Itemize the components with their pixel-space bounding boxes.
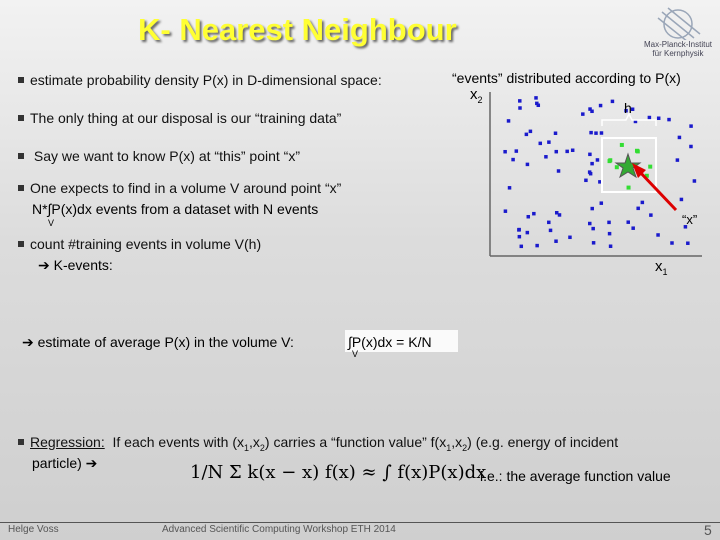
blue-point [555,150,559,154]
bullet-marker [18,439,24,445]
regression-text-2: ,x [249,434,260,450]
blue-point [571,149,575,153]
footer-event: Advanced Scientific Computing Workshop ETH 2014 [162,524,396,535]
blue-point [503,150,507,154]
blue-point [631,226,635,230]
regression-sub-4: 2 [462,442,468,453]
bullet-volume-text: One expects to find in a volume V around point “x” [30,180,342,196]
blue-point [554,239,558,243]
integral-subscript-v: V [48,218,55,228]
regression-sub-2: 2 [259,442,265,453]
blue-point [568,236,572,240]
estimate-formula: ∫P(x)dx = K/N [348,334,432,350]
blue-point [557,169,561,173]
blue-point [599,104,603,108]
blue-point [590,207,594,211]
blue-point [511,158,515,162]
regression-label: Regression: [30,434,105,450]
blue-point [508,186,512,190]
bullet-marker [18,115,24,121]
regression-note: i.e.: the average function value [480,468,671,484]
blue-point [680,198,684,202]
blue-point [686,241,690,245]
footer-author: Helge Voss [8,524,59,535]
blue-point [626,220,630,224]
page-number: 5 [704,522,712,538]
blue-point [526,163,530,167]
bullet-volume [18,180,341,196]
regression-bullet [18,434,618,453]
blue-point [535,102,539,106]
footer-divider [0,522,720,523]
green-point [627,186,631,190]
blue-point [594,131,598,135]
axis-label-x1 [655,258,668,277]
regression-line-2 [32,455,97,472]
blue-point [584,179,588,183]
green-point [636,149,640,153]
blue-point [504,209,508,213]
scatter-caption: “events” distributed according to P(x) [452,70,681,86]
blue-point [555,211,559,215]
x1-text: x [655,258,663,275]
x-point-label: “x” [682,212,698,227]
blue-point [693,179,697,183]
blue-point [515,149,519,153]
slide-title: K- Nearest Neighbour [138,12,457,47]
bullet-density [18,72,382,88]
blue-point [607,221,611,225]
arrow-icon: ➔ [22,334,38,350]
regression-sub-1: 1 [244,442,250,453]
blue-point [518,106,522,110]
bullet-marker [18,77,24,83]
blue-point [589,131,593,135]
logo-line-1: Max-Planck-Institut [643,40,713,49]
estimate-text: estimate of average P(x) in the volume V: [37,334,294,350]
bullet-volume-line2: N*∫P(x)dx events from a dataset with N events [32,201,319,217]
regression-text-1: If each events with (x [112,434,244,450]
h-label: h [624,100,632,116]
blue-point [547,140,551,144]
blue-point [608,232,612,236]
axis-label-x2 [470,86,483,105]
blue-point [532,212,536,216]
regression-formula: 1/N Σ k(x − x) f(x) ≈ ∫ f(x)P(x)dx [190,462,487,483]
blue-point [525,133,529,137]
green-point [620,143,624,147]
blue-point [527,215,531,219]
blue-point [518,99,522,103]
blue-point [609,244,613,248]
blue-point [549,229,553,233]
regression-text-3: ) carries a “function value” f(x [264,434,447,450]
blue-point [600,131,604,135]
institute-logo [640,4,716,66]
blue-point [565,150,569,154]
logo-line-2: für Kernphysik [652,49,704,58]
regression-text-4: ,x [451,434,463,450]
logo-graphic [640,4,716,40]
blue-point [539,142,543,146]
k-events-line [38,257,113,274]
blue-point [547,221,551,225]
green-point [615,165,619,169]
green-point [648,165,652,169]
x2-subscript: 2 [477,95,483,105]
green-point [608,159,612,163]
blue-training-points [503,96,696,248]
x1-subscript: 1 [662,267,668,277]
blue-point [554,132,558,136]
blue-point [689,124,693,128]
blue-point [588,222,592,226]
bullet-count-text: count #training events in volume V(h) [30,236,262,252]
blue-point [641,201,645,205]
bullet-point-x [18,148,300,164]
blue-point [588,153,592,157]
blue-point [529,130,533,134]
k-events-text: K-events: [53,257,113,273]
arrow-icon: ➔ [81,455,98,471]
blue-point [657,116,661,120]
bullet-marker [18,153,24,159]
bullet-training-data [18,110,341,126]
blue-point [611,100,615,104]
blue-point [689,145,693,149]
blue-point [526,231,530,235]
blue-point [544,155,548,159]
blue-point [517,228,521,232]
blue-point [581,112,585,116]
bullet-count [18,236,261,252]
regression-line-2-text: particle) [32,455,82,471]
estimate-subscript-v: V [352,349,359,359]
blue-point [648,116,652,120]
blue-point [520,245,524,249]
blue-point [670,241,674,245]
blue-point [534,96,538,100]
blue-point [592,241,596,245]
blue-point [590,162,594,166]
blue-point [596,158,600,162]
blue-point [591,227,595,231]
blue-point [636,207,640,211]
regression-text-5: ) (e.g. energy of incident [467,434,619,450]
bullet-marker [18,185,24,191]
bullet-point-x-text: Say we want to know P(x) at “this” point “x” [30,148,300,164]
blue-point [518,235,522,239]
bullet-density-text: estimate probability density P(x) in D-dimensional space: [30,72,382,88]
arrow-icon: ➔ [38,257,54,273]
blue-point [667,118,671,122]
bullet-training-text: The only thing at our disposal is our “training data” [30,110,342,126]
blue-point [600,201,604,205]
blue-point [507,119,511,123]
blue-point [656,233,660,237]
regression-sub-3: 1 [446,442,452,453]
blue-point [588,107,592,111]
blue-point [678,136,682,140]
bullet-marker [18,241,24,247]
estimate-line [22,334,294,351]
blue-point [588,170,592,174]
blue-point [676,158,680,162]
x2-text: x [470,86,478,103]
blue-point [649,213,653,217]
blue-point [535,244,539,248]
scatter-diagram [440,86,710,286]
